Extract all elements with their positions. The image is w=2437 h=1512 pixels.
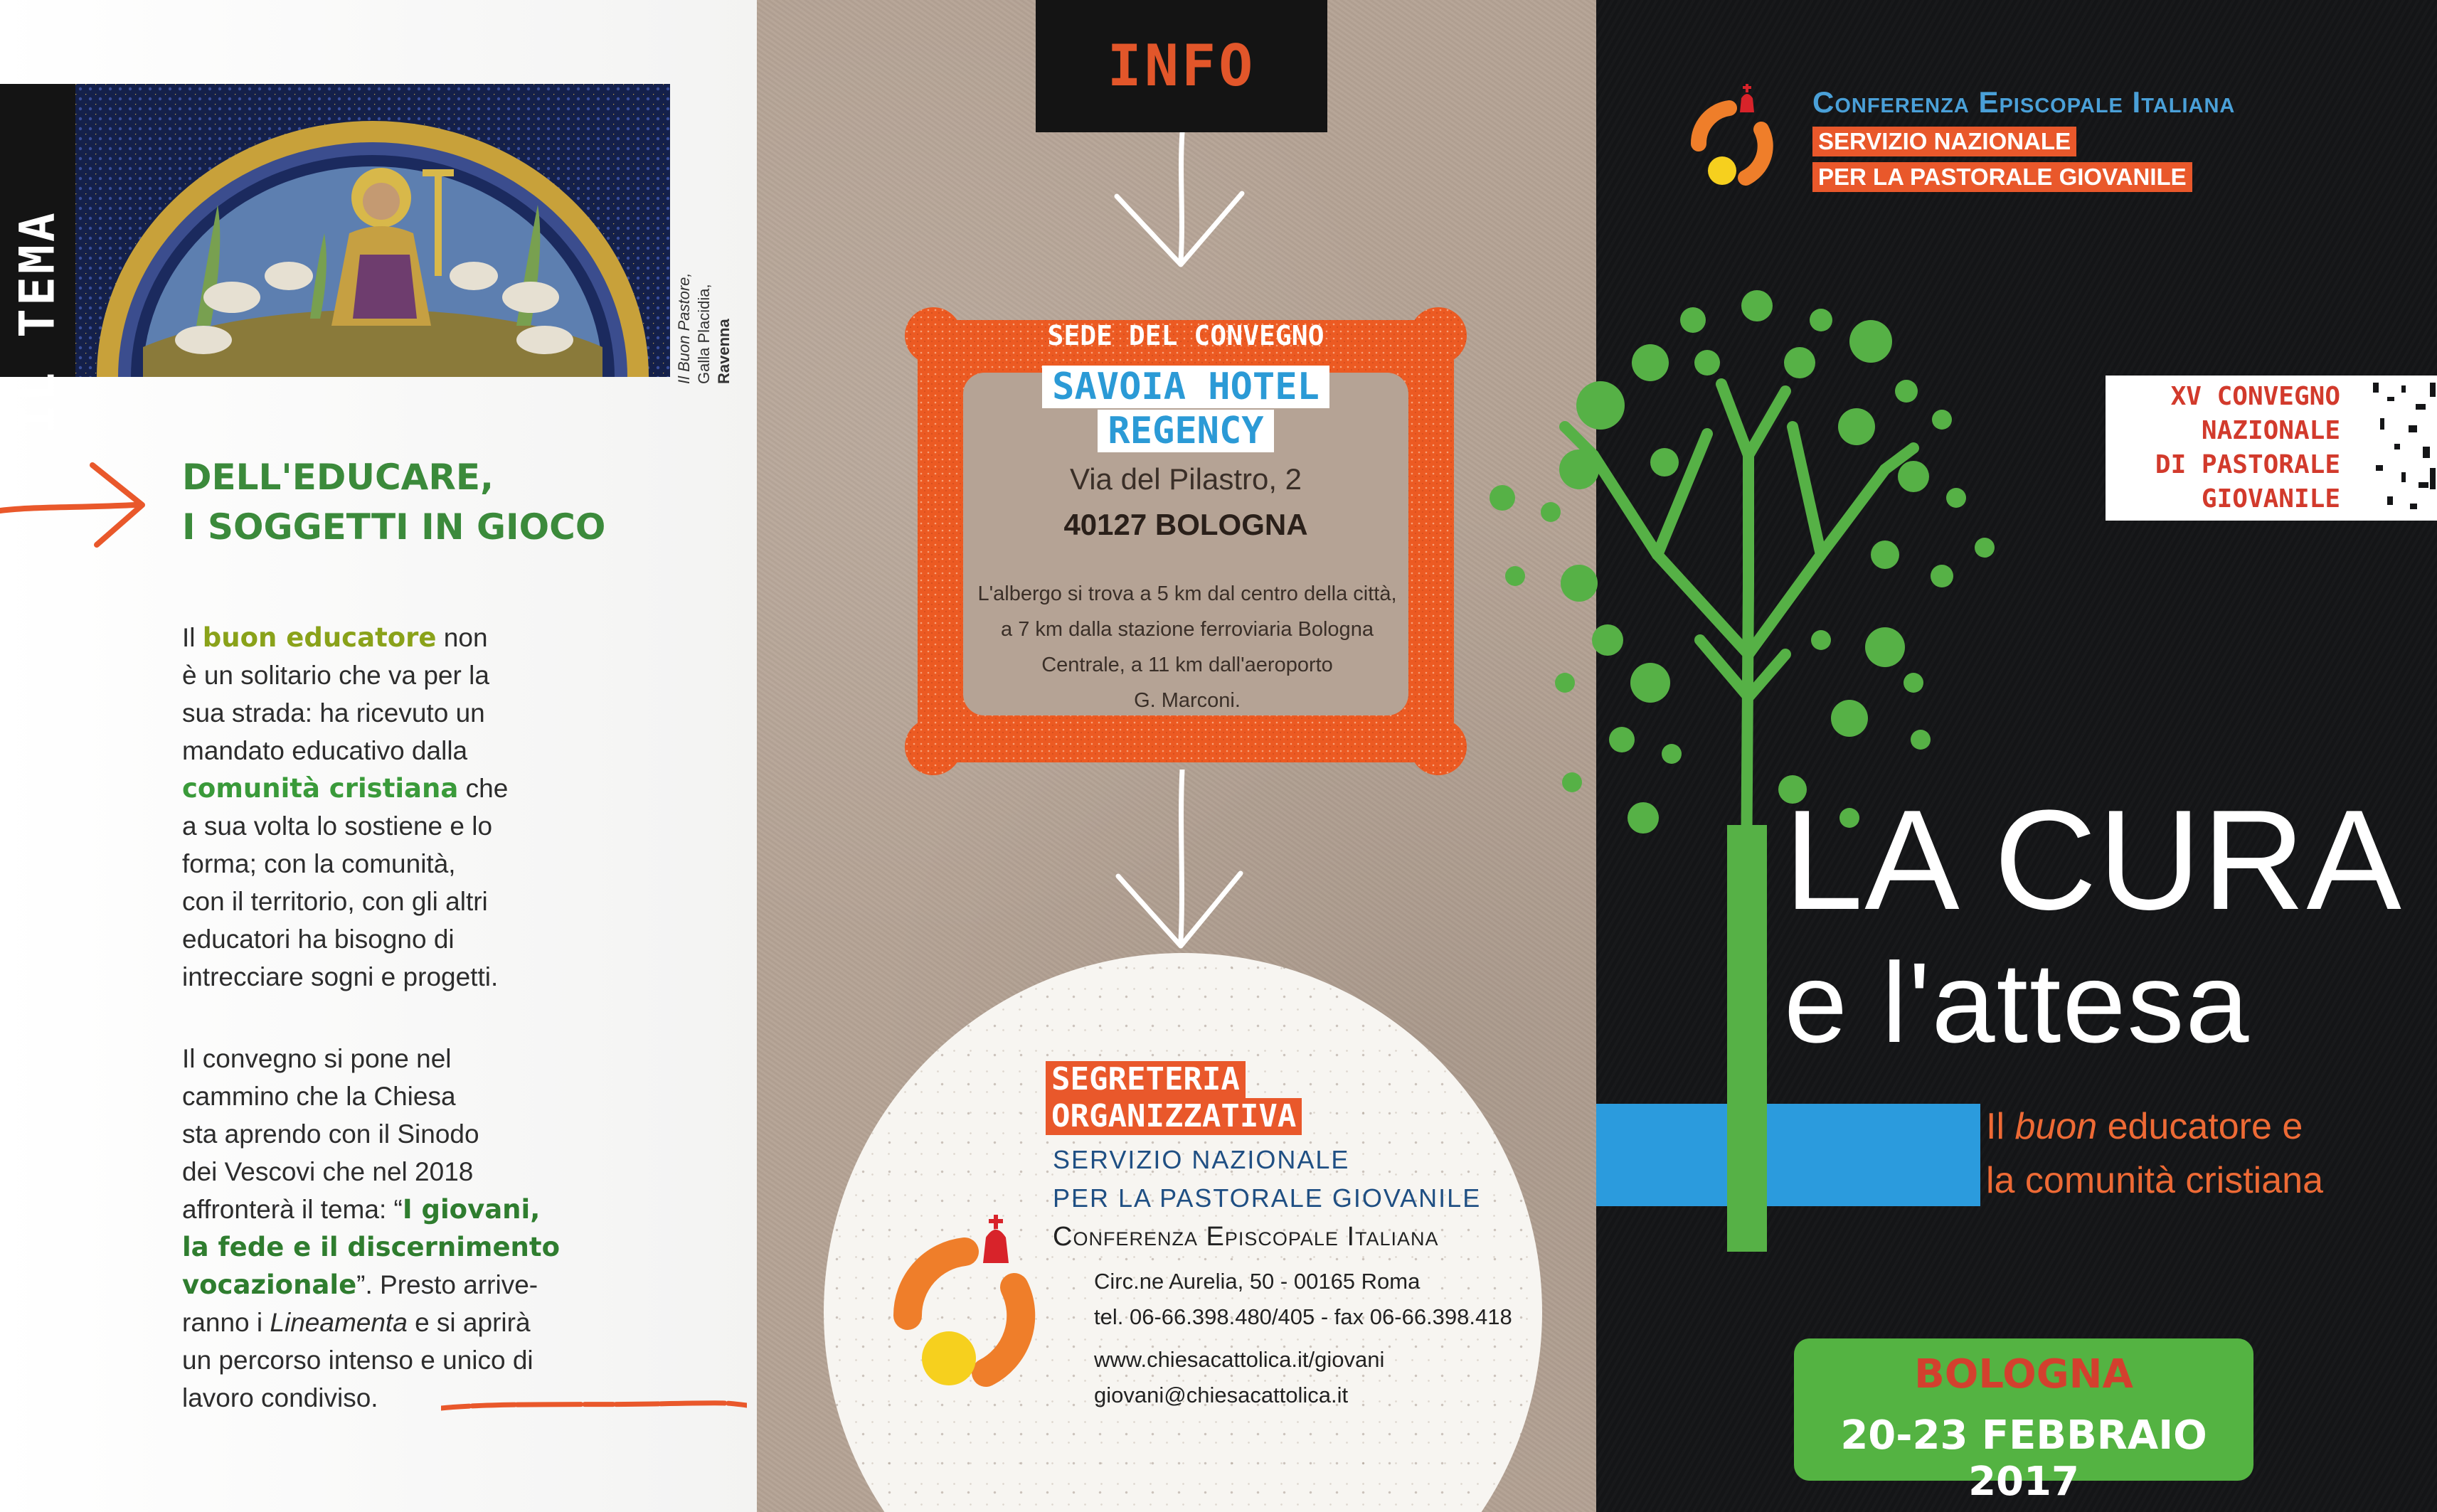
main-title-line-1: LA CURA [1784, 781, 2403, 939]
para1-line: intrecciare sogni e progetti. [182, 962, 499, 991]
convegno-line: GIOVANILE [2201, 484, 2340, 513]
para1-line [182, 770, 637, 807]
caption-line-3: Ravenna [715, 319, 733, 384]
hotel-name-text: REGENCY [1098, 410, 1273, 452]
text-run: Il [182, 623, 203, 652]
convegno-line: NAZIONALE [2201, 416, 2340, 445]
segreteria-label-2: ORGANIZZATIVA [1046, 1098, 1302, 1135]
main-title-line-2: e l'attesa [1784, 939, 2251, 1066]
hotel-name-line-1 [905, 366, 1467, 408]
servizio-line-2: PER LA PASTORALE GIOVANILE [1053, 1183, 1482, 1213]
cei-title: Conferenza Episcopale Italiana [1812, 85, 2236, 119]
orange-underline-stroke [441, 1395, 747, 1417]
mosaic-illustration [75, 84, 670, 377]
left-panel [0, 0, 757, 1512]
paragraph-2 [182, 1040, 637, 1417]
email-link[interactable]: giovani@chiesacattolica.it [1094, 1383, 1349, 1407]
heading-line-1: DELL'EDUCARE, [182, 457, 494, 498]
sede-desc-line: G. Marconi. [1134, 689, 1241, 712]
hotel-name-text: SAVOIA HOTEL [1042, 366, 1329, 408]
down-arrow-icon [1103, 132, 1259, 275]
cei-tag-2: PER LA PASTORALE GIOVANILE [1812, 162, 2192, 192]
para2-line: dei Vescovi che nel 2018 [182, 1157, 474, 1186]
para1-line: forma; con la comunità, [182, 849, 456, 878]
italic-buon: buon [2014, 1106, 2098, 1147]
text-run: che [458, 774, 509, 803]
para2-line: cammino che la Chiesa [182, 1082, 456, 1111]
para2-line: Il convegno si pone nel [182, 1044, 452, 1073]
para2-line [182, 1266, 637, 1304]
tema-bar [0, 84, 75, 434]
para2-line: sta aprendo con il Sinodo [182, 1119, 479, 1149]
mosaic-image [75, 84, 670, 377]
mosaic-caption [674, 199, 734, 384]
convegno-line: DI PASTORALE [2155, 450, 2340, 479]
para2-line: un percorso intenso e unico di [182, 1346, 533, 1375]
address: Circ.ne Aurelia, 50 - 00165 Roma [1094, 1269, 1421, 1294]
highlight-comunita-cristiana: comunità cristiana [182, 773, 459, 804]
para1-line: educatori ha bisogno di [182, 925, 455, 954]
highlight-quote: vocazionale [182, 1269, 357, 1300]
caption-line-1: Il Buon Pastore, [675, 272, 693, 384]
heading-line-2: I SOGGETTI IN GIOCO [182, 506, 606, 548]
para2-line [182, 1191, 637, 1228]
para2-line: lavoro condiviso. [182, 1383, 378, 1412]
text-run: ”. Presto arrive- [356, 1270, 538, 1299]
hotel-name-line-2 [905, 410, 1467, 452]
para1-line [182, 619, 637, 656]
orange-arrow-icon [0, 455, 156, 555]
cei-logo-icon [1690, 80, 1783, 186]
date-range: 20-23 FEBBRAIO 2017 [1840, 1412, 2207, 1505]
text-run: affronterà il tema: “ [182, 1195, 403, 1224]
highlight-quote: la fede e il discernimento [182, 1232, 560, 1262]
sede-desc-line: Centrale, a 11 km dall'aeroporto [1041, 654, 1333, 676]
segreteria-label-1: SEGRETERIA [1046, 1061, 1246, 1098]
pastorale-logo-icon [879, 1209, 1071, 1394]
text-run: e si aprirà [407, 1308, 531, 1337]
website-link[interactable]: www.chiesacattolica.it/giovani [1094, 1347, 1385, 1372]
convegno-line: XV CONVEGNO [2170, 382, 2340, 411]
caption-line-2: Galla Placidia, [695, 284, 713, 384]
down-arrow-icon [1103, 770, 1259, 954]
sede-desc-line: a 7 km dalla stazione ferroviaria Bologna [1001, 618, 1374, 641]
para1-line: sua strada: ha ricevuto un [182, 698, 485, 728]
para2-line [182, 1228, 637, 1266]
para1-line: a sua volta lo sostiene e lo [182, 811, 493, 841]
info-label: INFO [1107, 33, 1256, 99]
sede-city: 40127 BOLOGNA [1063, 508, 1308, 541]
para1-line: con il territorio, con gli altri [182, 887, 488, 916]
sede-desc-line: L'albergo si trova a 5 km dal centro della città, [977, 582, 1397, 605]
para1-line: è un solitario che va per la [182, 661, 489, 690]
convegno-box-texture [2330, 376, 2437, 521]
tema-label: IL TEMA [9, 210, 66, 434]
subtitle-line-2: la comunità cristiana [1986, 1160, 2323, 1201]
sede-description [970, 576, 1404, 718]
highlight-buon-educatore: buon educatore [202, 622, 437, 653]
text-run: educatore e [2097, 1106, 2303, 1147]
para1-line: mandato educativo dalla [182, 736, 468, 765]
section-heading [182, 452, 605, 552]
cei-tag-1: SERVIZIO NAZIONALE [1812, 127, 2076, 156]
paragraph-1 [182, 619, 637, 996]
info-box [1036, 0, 1327, 132]
date-city: BOLOGNA [1914, 1351, 2133, 1397]
tree-illustration [1487, 256, 2042, 1252]
italic-lineamenta: Lineamenta [270, 1308, 408, 1337]
servizio-line-1: SERVIZIO NAZIONALE [1053, 1145, 1350, 1174]
cei-name: Conferenza Episcopale Italiana [1053, 1222, 1439, 1252]
subtitle-line-1 [1986, 1105, 2303, 1148]
text-run: Il [1986, 1106, 2015, 1147]
text-run: ranno i [182, 1308, 270, 1337]
highlight-quote: I giovani, [402, 1194, 541, 1225]
convegno-label [2106, 380, 2340, 516]
para2-line [182, 1304, 637, 1341]
phone-fax: tel. 06-66.398.480/405 - fax 06-66.398.418 [1094, 1304, 1512, 1329]
sede-street: Via del Pilastro, 2 [1069, 462, 1302, 496]
text-run: non [436, 623, 488, 652]
sede-title: SEDE DEL CONVEGNO [1047, 320, 1324, 351]
